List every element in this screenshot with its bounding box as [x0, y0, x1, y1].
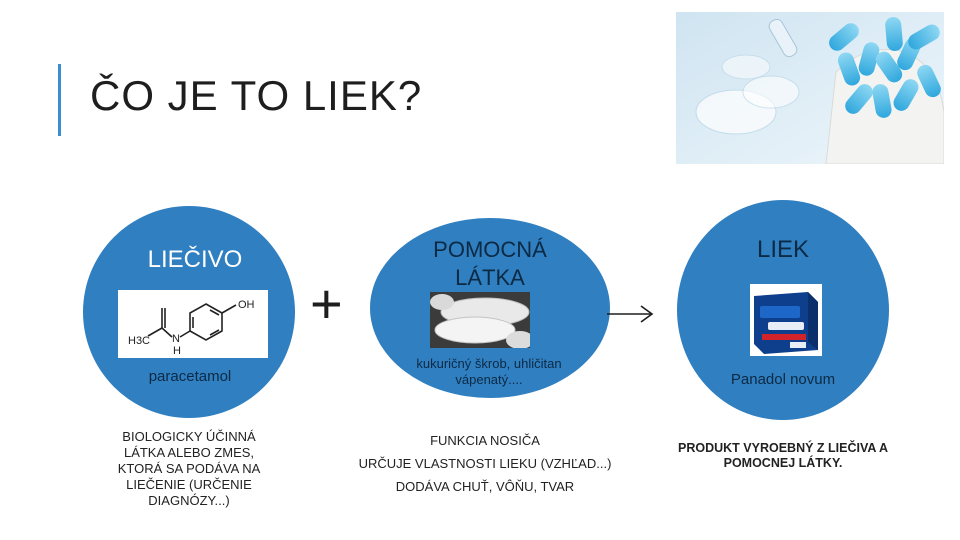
- blue-capsules-in-hand-photo: [676, 12, 944, 164]
- title-accent-bar: [58, 64, 61, 136]
- paracetamol-structure-diagram: [118, 290, 268, 358]
- excipient-description-2: URČUJE VLASTNOSTI LIEKU (VZHĽAD...): [358, 456, 612, 471]
- structure-label-nitrogen: N: [172, 333, 180, 345]
- excipient-description-3: DODÁVA CHUŤ, VÔŇU, TVAR: [395, 479, 575, 494]
- panadol-box-photo: [750, 284, 822, 356]
- active-ingredient-heading: LIEČIVO: [147, 246, 243, 273]
- structure-label-oh: OH: [238, 299, 255, 311]
- medicine-heading: LIEK: [756, 236, 810, 263]
- excipient-description-1: FUNKCIA NOSIČA: [430, 433, 540, 448]
- structure-label-methyl: H3C: [128, 335, 151, 347]
- active-ingredient-description: BIOLOGICKY ÚČINNÁ LÁTKA ALEBO ZMES, KTORÁ SA PODÁVA NA LIEČENIE (URČENIE DIAGNÓZY...): [117, 429, 261, 508]
- active-ingredient-label: paracetamol: [148, 368, 232, 385]
- arrow-right-icon: [605, 302, 655, 326]
- structure-label-hydrogen: H: [173, 345, 181, 357]
- plus-operator: +: [310, 272, 343, 335]
- page-title: ČO JE TO LIEK?: [90, 72, 423, 119]
- excipient-heading: POMOCNÁ LÁTKA: [433, 237, 547, 290]
- medicine-label: Panadol novum: [730, 371, 836, 388]
- white-tablets-photo: [430, 292, 530, 348]
- medicine-description: PRODUKT VYROEBNÝ Z LIEČIVA A POMOCNEJ LÁTKY.: [678, 441, 888, 470]
- excipient-label: kukuričný škrob, uhličitan vápenatý....: [416, 356, 562, 387]
